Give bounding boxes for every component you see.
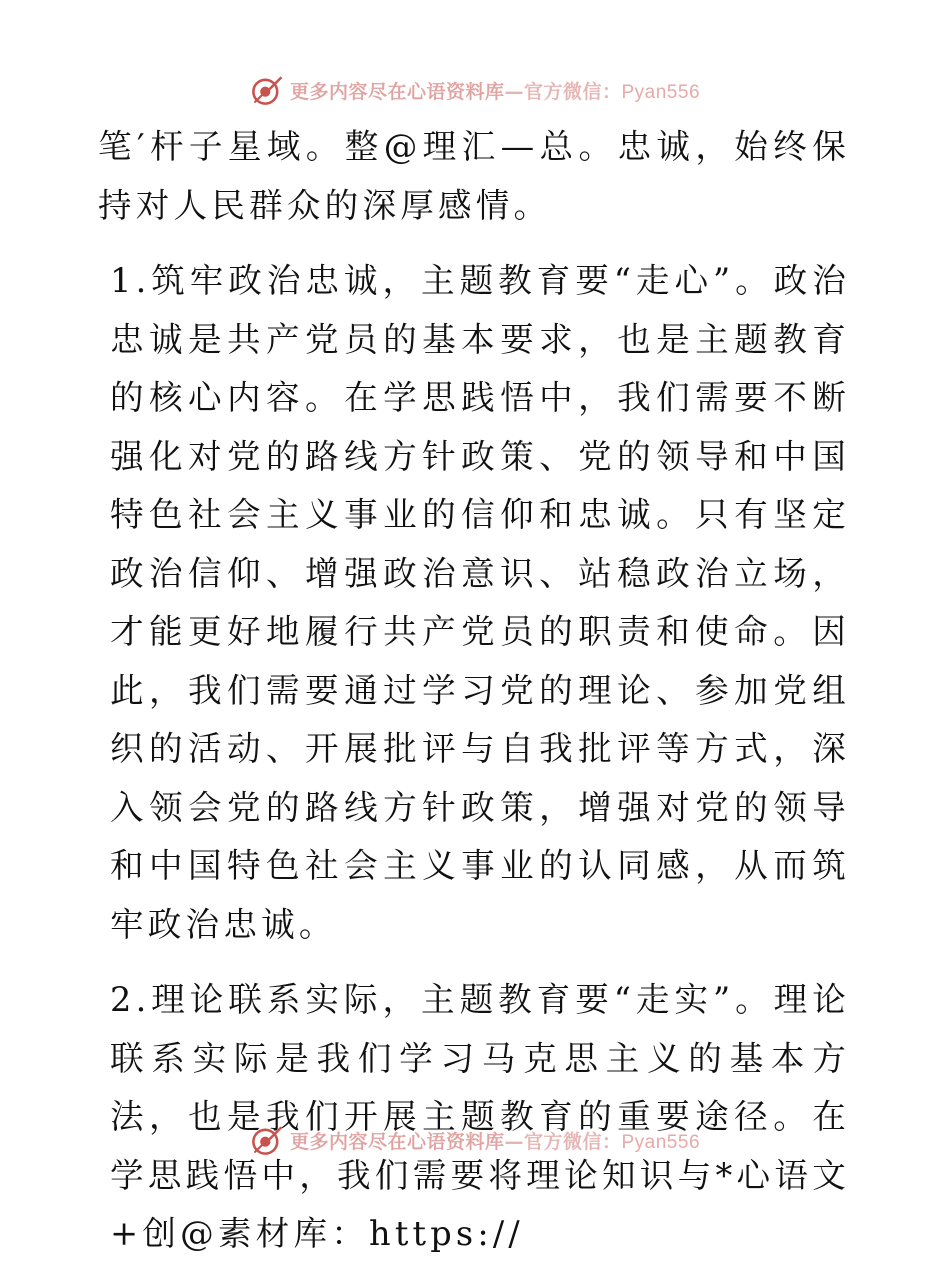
footer-banner-separator: — [504, 1130, 524, 1153]
header-banner-separator: — [504, 80, 524, 103]
footer-banner-text [290, 1127, 700, 1154]
quill-logo-icon [250, 1123, 284, 1157]
header-watermark [0, 70, 950, 110]
header-banner-text [290, 77, 700, 104]
quill-logo-icon [250, 73, 284, 107]
header-banner-label: 官方微信： [523, 80, 622, 103]
footer-wechat-id: Pyan556 [621, 1131, 701, 1153]
footer-watermark [0, 1120, 950, 1160]
footer-banner-label: 官方微信： [523, 1130, 622, 1153]
paragraph-continuation: 笔′杆子星域。整@理汇—总。忠诚，始终保持对人民群众的深厚感情。 [98, 127, 850, 225]
paragraph-political-loyalty: 1.筑牢政治忠诚，主题教育要“走心”。政治忠诚是共产党员的基本要求，也是主题教育的核心内容。在学思践悟中，我们需要不断强化对党的路线方针政策、党的领导和中国特色社会主义事业的信仰和忠诚。只有坚定政治信仰、增强政治意识、站稳政治立场，才能更好地履行共产党员的职责和使命。因此，我们需要通过学习党的理论、参加党组织的活动、开展批评与自我批评等方式，深入领会党的路线方针政策，增强对党的领导和中国特色社会主义事业的认同感，从而筑牢政治忠诚。 [110, 261, 850, 944]
paragraph-theory-practice: 2.理论联系实际，主题教育要“走实”。理论联系实际是我们学习马克思主义的基本方法，也是我们开展主题教育的重要途径。在学思践悟中，我们需要将理论知识与*心语文+创@素材库：https:// [110, 980, 850, 1253]
footer-banner-title: 更多内容尽在心语资料库 [289, 1130, 505, 1153]
header-wechat-id: Pyan556 [621, 81, 701, 103]
document-body [98, 118, 850, 1264]
header-banner-title: 更多内容尽在心语资料库 [289, 80, 505, 103]
